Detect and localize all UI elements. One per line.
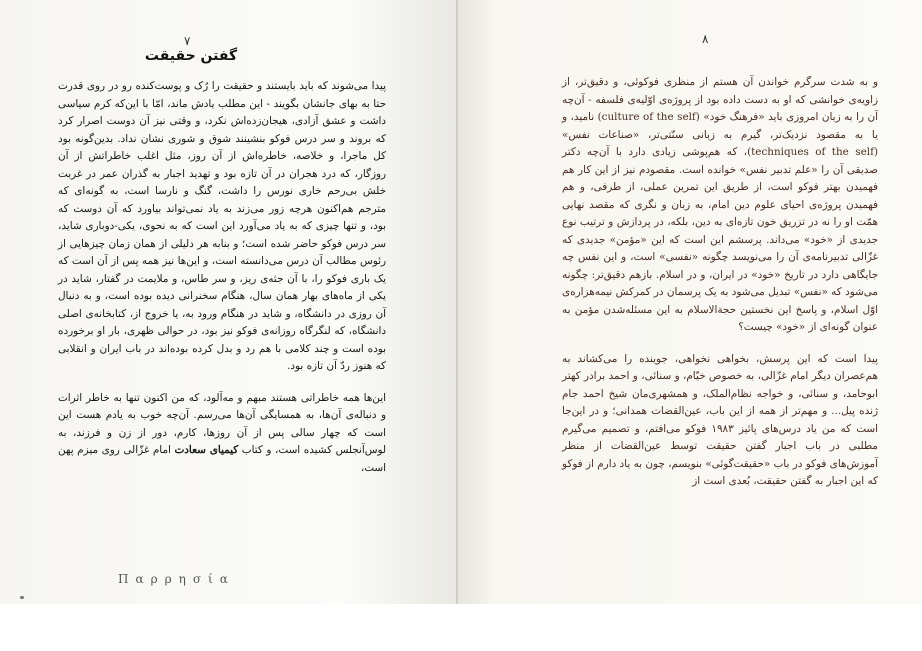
left-page-body <box>58 78 386 477</box>
left-paragraph-2-text-end: امام غزّالی روی میزم پهن است، <box>58 444 386 474</box>
footer-logo: Παρρησία <box>118 572 235 586</box>
page-number: ۷ <box>184 34 191 48</box>
left-paragraph-1: پیدا می‌شوند که باید بایستند و حقیقت را رُک و پوست‌کنده رو در روی قدرت حتا به بهای جانشان بگویند - این مطلب یادش ماند، امّا با این‌که کرم سیاسی داشت و عشق آزادی، هیجان‌زده‌اش نکرد، و وقتی نیز آن دوست اصرار کرد که بروند و سر درس فوکو بنشینند شوق و شوری نشان نداد. بدین‌گونه بود کل ماجرا، و خلاصه، خاطره‌اش از آن روز، مثل اغلب خاطراتش از آن روزگار، که درد هجران در آن تازه بود و تهدید اجبار به گذران عمر در غربت خلش بی‌رحم خاری نورس را داشت، گنگ و نارسا است، به گونه‌ای که مترجم هم‌اکنون هرچه زور می‌زند به یاد نمی‌تواند بیاورد که آن دوست که بود، و تنها چیزی که به یاد می‌آورد این است که به نحوی، یکی-دوباری شاید، سر درس فوکو حاضر شده است؛ و بنابه هر دلیلی از همان زمان چیزهایی از رئوس مطالب آن درس می‌دانسته است، و این‌ها نیز همه پس از آن است که یک باری فوکو را، با آن جثه‌ی ریز، و سر طاس، و ملایمت در گفتار، شاید در یکی از ماه‌های بهار همان سال، هنگام سخنرانی دیده بوده است، و به دنبال آن روزی در دانشگاه، و شاید در هنگام ورود به، یا خروج از، کتابخانه‌ی اصلی دانشگاه، که لنگرگاه روزانه‌ی فوکو نیز بود، در حوالی ظهری، بار او برخورده بوده است و چند کلامی با هم رد و بدل کرده بوده‌اند در باب ایران و انقلابی که هنوز ردّ آن تازه بود. <box>58 80 386 372</box>
chapter-title: گفتن حقیقت <box>144 48 238 64</box>
page-number-right: ۸ <box>702 32 709 46</box>
left-page <box>0 0 456 604</box>
scan-speck <box>20 596 24 599</box>
book-title-kimiya: کیمیای سعادت <box>174 444 239 456</box>
right-page <box>458 0 922 604</box>
right-page-body <box>562 74 878 491</box>
right-paragraph-1: و به شدت سرگرم خواندن آن هستم از منظری فوکوئی، و دقیق‌تر، از زاویه‌ی خوانشی که او به دست داده بود از پروژه‌ی اوّلیه‌ی فلسفه - آن‌چه آن را به زبان امروزی باید «فرهنگ خود» (culture of the self) نامید، و یا به مقصود نزدیک‌تر، گیرم به زبانی سنّتی‌تر، «صناعات نفس» (techniques of the self)، که هم‌پوشی زیادی دارد با آن‌چه دکتر صدیقی آن را «علم تدبیر نفس» خوانده است. مقصودم نیز از این کار هم فهمیدن بهتر فوکو است، از طریق این تمرین عملی، از طرفی، و هم فهمیدن پروژه‌ی احیای علوم دین امام، به زبان و نگری که مقصد نهایی همّت او را نه در تزریق خون تازه‌ای به دین، بلکه، در پردازش و ترتیب نوع جدیدی از «خود» می‌داند. پرسشم این است که این «مؤمن» جدیدی که غزّالی تدبیرنامه‌ی آن را می‌نویسد چگونه «نفسی» است، و این نفس چه جایگاهی دارد در تاریخ «خود» در ایران، و در اسلام. بازهم دقیق‌تر: چگونه می‌شود که «نفس» تبدیل می‌شود به یک پرسمان در کمرکش نیمه‌هزاره‌ی اوّل اسلام، و پاسخ این نخستین حجةالاسلام به این مسئله‌شدن مؤمن به عنوان گونه‌ای از «خود» چیست؟ <box>562 76 878 333</box>
left-paragraph-2-text-start: این‌ها همه خاطراتی هستند مبهم و مه‌آلود، که من اکنون تنها به خاطر اثرات و دنباله‌ی آن‌ها، به همسایگی آن‌ها می‌رسم. آن‌چه خوب به یادم هست این است که چهار سالی پس از آن روزها، کارم، دور از زن و فرزند، به لوس‌آنجلس کشیده است، و کتاب <box>58 391 386 456</box>
left-paragraph-2 <box>58 390 386 478</box>
right-paragraph-2: پیدا است که این پرسش، بخواهی نخواهی، جوینده را می‌کشاند به هم‌عصران دیگر امام غزّالی، به خصوص خیّام، و سنائی، و احمد برادر کهتر ابوحامد، و سنائی، و خواجه نظام‌الملک، و همشهری‌مان شیخ احمد جام ژنده پیل... و مهم‌تر از همه از این باب، عین‌القضات همدانی؛ و در این‌جا است که من یاد درس‌های پائیز ۱۹۸۳ فوکو می‌افتم، و تصمیم می‌گیرم مطلبی در باب اجبار گفتن حقیقت توسط عین‌القضات از منظر آموزش‌های فوکو در باب «حقیقت‌گوئی» بنویسم، چون به یاد دارم از فوکو که این اجبار به گفتن حقیقت، بُعدی است از <box>562 352 879 487</box>
